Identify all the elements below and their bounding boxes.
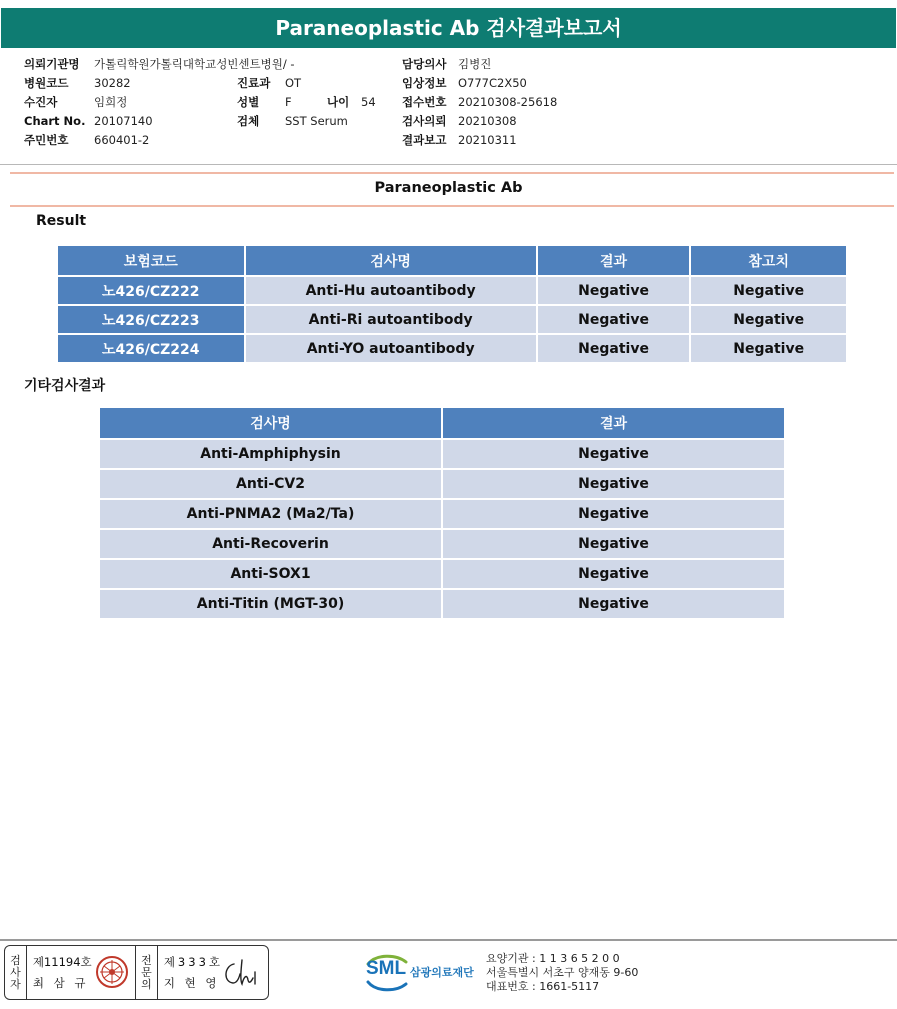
column-header: 보험코드 — [57, 245, 245, 276]
test-name-cell: Anti-SOX1 — [99, 559, 442, 589]
test-name-cell: Anti-Hu autoantibody — [245, 276, 537, 305]
inspector-label — [5, 946, 27, 999]
insurance-code-cell: 노426/CZ224 — [57, 334, 245, 363]
info-label: 나이 — [327, 95, 350, 109]
label-char: 사 — [10, 965, 21, 979]
result-table — [56, 244, 848, 364]
lab-info-line: 요양기관 : 1 1 3 6 5 2 0 0 — [486, 952, 620, 965]
info-value: 임희정 — [94, 95, 128, 109]
table-header-row — [57, 245, 847, 276]
signature-box — [4, 945, 269, 1000]
info-row-resident-no — [24, 131, 295, 150]
table-row — [57, 334, 847, 363]
info-label: 담당의사 — [402, 57, 447, 71]
test-name-cell: Anti-Amphiphysin — [99, 439, 442, 469]
result-cell: Negative — [537, 305, 691, 334]
lab-info — [486, 952, 638, 994]
info-label: 병원코드 — [24, 76, 69, 90]
organization-name: 삼광의료재단 — [410, 966, 474, 979]
info-value: OT — [285, 76, 302, 90]
column-header: 검사명 — [245, 245, 537, 276]
column-header: 결과 — [442, 407, 785, 439]
specialist-name: 지 현 영 — [163, 976, 220, 990]
result-cell: Negative — [442, 469, 785, 499]
info-value: 20210308 — [458, 114, 517, 128]
table-row — [57, 305, 847, 334]
column-header: 참고치 — [690, 245, 847, 276]
inspector-cell — [27, 946, 136, 999]
test-name-cell: Anti-CV2 — [99, 469, 442, 499]
result-cell: Negative — [442, 589, 785, 619]
info-value: 54 — [361, 95, 376, 109]
info-value: F — [285, 95, 292, 109]
info-label: Chart No. — [24, 114, 86, 128]
insurance-code-cell: 노426/CZ223 — [57, 305, 245, 334]
info-value: 가톨릭학원가톨릭대학교성빈센트병원/ - — [94, 57, 295, 71]
test-name-cell: Anti-Titin (MGT-30) — [99, 589, 442, 619]
inspector-name: 최 삼 규 — [32, 976, 89, 990]
specialist-license-no: 제333호 — [163, 955, 223, 969]
test-name-cell: Anti-PNMA2 (Ma2/Ta) — [99, 499, 442, 529]
info-value: O777C2X50 — [458, 76, 527, 90]
section-title: Paraneoplastic Ab — [374, 180, 523, 196]
table-row — [99, 499, 785, 529]
result-heading: Result — [36, 213, 87, 229]
divider — [10, 172, 894, 174]
table-row — [99, 559, 785, 589]
info-label: 의뢰기관명 — [24, 57, 80, 71]
info-value: 660401-2 — [94, 133, 150, 147]
info-row-sex-age — [237, 93, 376, 112]
inspector-license-no: 제11194호 — [32, 955, 92, 969]
info-row-department — [237, 74, 376, 93]
sml-logo-text: SML — [366, 958, 407, 979]
table-row — [99, 529, 785, 559]
reference-cell: Negative — [690, 276, 847, 305]
other-tests-heading: 기타검사결과 — [24, 378, 106, 394]
test-name-cell: Anti-Recoverin — [99, 529, 442, 559]
info-label: 수진자 — [24, 95, 58, 109]
table-header-row — [99, 407, 785, 439]
result-cell: Negative — [442, 499, 785, 529]
other-tests-table — [98, 406, 786, 620]
label-char: 의 — [141, 977, 152, 991]
info-label: 검체 — [237, 114, 260, 128]
info-row-clinical-info — [402, 74, 557, 93]
label-char: 검 — [10, 953, 21, 967]
result-cell: Negative — [442, 439, 785, 469]
insurance-code-cell: 노426/CZ222 — [57, 276, 245, 305]
result-cell: Negative — [442, 559, 785, 589]
info-value: SST Serum — [285, 114, 348, 128]
label-char: 문 — [141, 965, 152, 979]
info-label: 검사의뢰 — [402, 114, 447, 128]
column-header: 결과 — [537, 245, 691, 276]
info-label: 임상정보 — [402, 76, 447, 90]
report-title: Paraneoplastic Ab 검사결과보고서 — [1, 8, 896, 48]
handwritten-signature-icon — [220, 956, 260, 990]
info-label: 결과보고 — [402, 133, 447, 147]
info-label: 진료과 — [237, 76, 271, 90]
footer-divider — [0, 939, 897, 941]
info-row-specimen — [237, 112, 376, 131]
info-value: 20210311 — [458, 133, 517, 147]
official-seal-icon — [95, 955, 129, 989]
info-value: 30282 — [94, 76, 131, 90]
test-name-cell: Anti-Ri autoantibody — [245, 305, 537, 334]
result-cell: Negative — [537, 276, 691, 305]
result-cell: Negative — [537, 334, 691, 363]
info-label: 성별 — [237, 95, 260, 109]
info-row-institution — [24, 55, 295, 74]
result-cell: Negative — [442, 529, 785, 559]
divider — [10, 205, 894, 207]
info-row-request-date — [402, 112, 557, 131]
info-value: 20210308-25618 — [458, 95, 558, 109]
info-value: 20107140 — [94, 114, 153, 128]
lab-info-line: 대표번호 : 1661-5117 — [486, 980, 600, 993]
info-label: 주민번호 — [24, 133, 69, 147]
divider — [0, 164, 897, 165]
info-value: 김병진 — [458, 57, 492, 71]
column-header: 검사명 — [99, 407, 442, 439]
test-name-cell: Anti-YO autoantibody — [245, 334, 537, 363]
info-row-receipt-no — [402, 93, 557, 112]
patient-info-right — [402, 55, 557, 150]
table-row — [99, 469, 785, 499]
label-char: 자 — [10, 977, 21, 991]
table-row — [99, 439, 785, 469]
info-label: 접수번호 — [402, 95, 447, 109]
specialist-label — [136, 946, 158, 999]
info-row-doctor — [402, 55, 557, 74]
info-row-report-date — [402, 131, 557, 150]
patient-info-mid — [237, 74, 376, 131]
specialist-cell — [158, 946, 268, 999]
table-row — [57, 276, 847, 305]
label-char: 전 — [141, 953, 152, 967]
lab-info-line: 서울특별시 서초구 양재동 9-60 — [486, 966, 639, 979]
reference-cell: Negative — [690, 334, 847, 363]
reference-cell: Negative — [690, 305, 847, 334]
table-row — [99, 589, 785, 619]
